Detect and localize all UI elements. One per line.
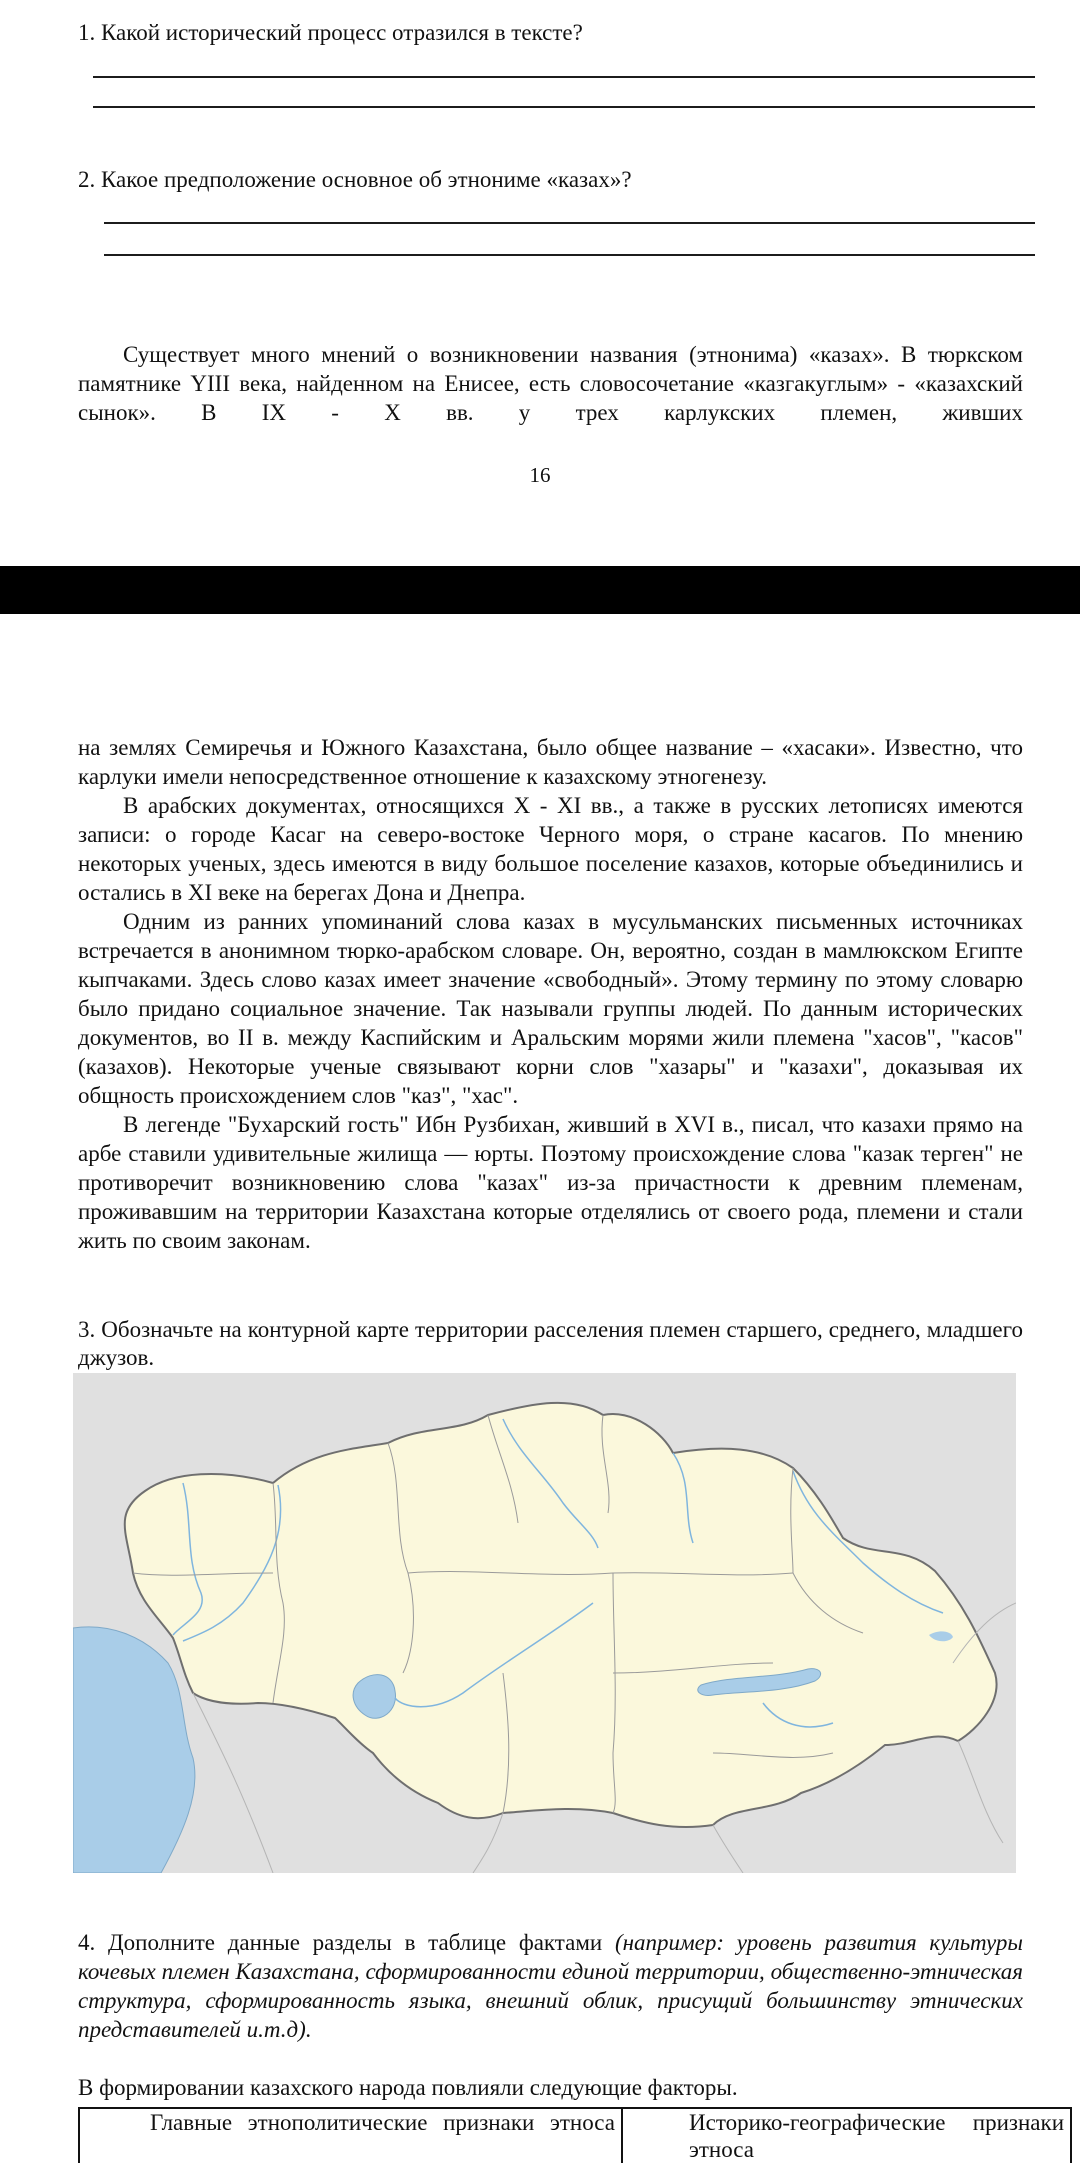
answer-line[interactable] bbox=[104, 254, 1035, 256]
answer-line[interactable] bbox=[93, 106, 1035, 108]
table-caption: В формировании казахского народа повлияли следующие факторы. bbox=[78, 2075, 738, 2100]
paragraph: В легенде "Бухарский гость" Ибн Рузбихан, живший в XVI в., писал, что казахи прямо на арбе ставили удивительные жилища — юрты. Поэтому происхождение слова "казак терген" не противоречит возникновению слова "казах" из-за причастности к древним племенам, проживавшим на территории Казахстана которые отделялись от своего рода, племени и стали жить по своим законам. bbox=[78, 1112, 1023, 1253]
table-header-geographic: Историко-географические признаки этноса bbox=[622, 2108, 1071, 2163]
page-number: 16 bbox=[529, 463, 551, 487]
intro-paragraph: Существует много мнений о возникновении названия (этнонима) «казах». В тюркском памятнике YIII века, найденном на Енисее, есть словосочетание «казгакуглым» - «казахский сынок». В IX - X вв. у трех карлукских племен, живших bbox=[78, 342, 1023, 425]
answer-line[interactable] bbox=[93, 76, 1035, 78]
page-separator bbox=[0, 566, 1080, 614]
reading-text bbox=[78, 733, 1023, 1255]
question-1: 1. Какой исторический процесс отразился в тексте? bbox=[78, 20, 583, 45]
paragraph: Одним из ранних упоминаний слова казах в мусульманских письменных источниках встречается в анонимном тюрко-арабском словаре. Он, вероятно, создан в мамлюкском Египте кыпчаками. Здесь слово казах имеет значение «свободный». Этому термину по этому словарю было придано социальное значение. Так называли группы людей. По данным исторических документов, во II в. между Каспийским и Аральским морями жили племена "хасов", "касов" (казахов). Некоторые ученые связывают корни слов "хазары" и "казахи", доказывая их общность происхождением слов "каз", "хас". bbox=[78, 909, 1023, 1108]
question-4 bbox=[78, 1928, 1023, 2044]
table-header-political: Главные этнополитические признаки этноса bbox=[79, 2108, 622, 2163]
question-2: 2. Какое предположение основное об этнониме «казах»? bbox=[78, 167, 632, 192]
question-3: 3. Обозначьте на контурной карте территории расселения племен старшего, среднего, младшего джузов. bbox=[78, 1317, 1023, 1370]
paragraph: В арабских документах, относящихся X - XI вв., а также в русских летописях имеются записи: о городе Касаг на северо-востоке Черного моря, о стране касагов. По мнению некоторых ученых, здесь имеются в виду большое поселение казахов, которые объединились и остались в XI веке на берегах Дона и Днепра. bbox=[78, 793, 1023, 905]
question-4-lead: 4. Дополните данные разделы в таблице фактами bbox=[78, 1930, 615, 1955]
answer-line[interactable] bbox=[104, 222, 1035, 224]
paragraph: на землях Семиречья и Южного Казахстана, было общее название – «хасаки». Известно, что карлуки имели непосредственное отношение к казахскому этногенезу. bbox=[78, 735, 1023, 789]
contour-map[interactable] bbox=[73, 1373, 1016, 1873]
factors-table bbox=[78, 2107, 1072, 2163]
question-4-example: (например: уровень развития культуры кочевых племен Казахстана, сформированности единой территории, общественно-этническая структура, сформированность языка, внешний облик, присущий большинству этнических представителей и.т.д). bbox=[78, 1930, 1023, 2042]
